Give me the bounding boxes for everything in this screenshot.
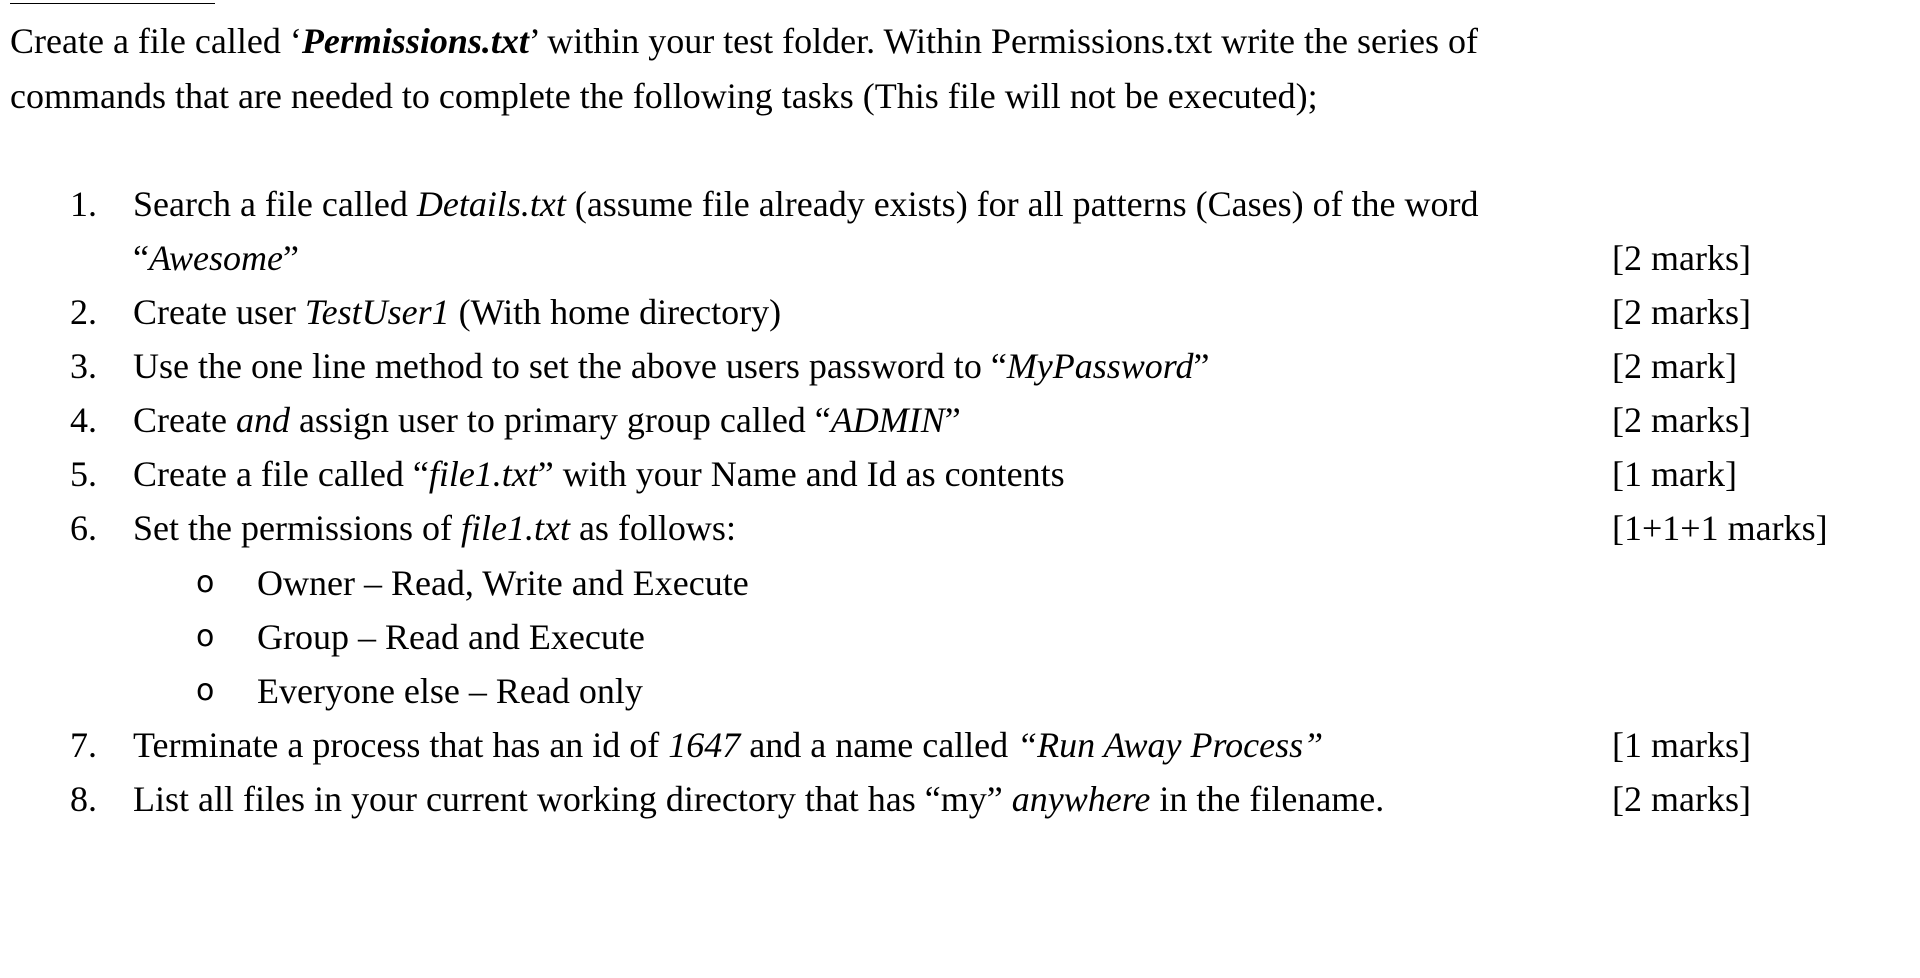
- subitem-text: Owner – Read, Write and Execute: [257, 563, 749, 603]
- task-text: Create and assign user to primary group called “ADMIN”: [133, 400, 961, 440]
- task-7: [0, 718, 1920, 772]
- task-marks: [1 mark]: [1612, 454, 1737, 494]
- task-text: Create user TestUser1 (With home directory): [133, 292, 782, 332]
- intro-text: Create a file called ‘: [10, 21, 302, 61]
- task-number: 8.: [70, 779, 97, 819]
- bullet-marker: o: [196, 565, 215, 600]
- task-number: 5.: [70, 454, 97, 494]
- bullet-marker: o: [196, 619, 215, 654]
- task-8: [0, 772, 1920, 826]
- bullet-marker: o: [196, 673, 215, 708]
- task-number: 6.: [70, 508, 97, 548]
- permissions-filename: Permissions.txt: [301, 21, 529, 61]
- task-number: 2.: [70, 292, 97, 332]
- task-marks: [1+1+1 marks]: [1612, 508, 1828, 548]
- task-marks: [2 marks]: [1612, 779, 1751, 819]
- task-4: [0, 393, 1920, 447]
- task-6: [0, 501, 1920, 555]
- intro-text: ’ within your test folder. Within Permissions.txt write the series of: [528, 21, 1478, 61]
- subitem-text: Everyone else – Read only: [257, 671, 643, 711]
- task-marks: [2 mark]: [1612, 346, 1737, 386]
- task-number: 3.: [70, 346, 97, 386]
- task-5: [0, 447, 1920, 501]
- task-6-subitem-owner: [0, 556, 1920, 610]
- task-marks: [2 marks]: [1612, 238, 1751, 278]
- task-6-subitem-group: [0, 610, 1920, 664]
- task-1-continuation: [0, 231, 1920, 285]
- task-3: [0, 339, 1920, 393]
- task-2: [0, 285, 1920, 339]
- task-6-subitem-everyone: [0, 664, 1920, 718]
- subitem-text: Group – Read and Execute: [257, 617, 645, 657]
- task-text: Terminate a process that has an id of 1647 and a name called “Run Away Process”: [133, 725, 1324, 765]
- task-text: Create a file called “file1.txt” with your Name and Id as contents: [133, 454, 1065, 494]
- task-1: [0, 177, 1920, 231]
- task-number: 1.: [70, 184, 97, 224]
- task-text: Search a file called Details.txt (assume file already exists) for all patterns (Cases) of the word: [133, 184, 1479, 224]
- task-number: 7.: [70, 725, 97, 765]
- task-text: List all files in your current working directory that has “my” anywhere in the filename.: [133, 779, 1385, 819]
- task-text: “Awesome”: [133, 238, 299, 278]
- task-marks: [2 marks]: [1612, 400, 1751, 440]
- task-marks: [1 marks]: [1612, 725, 1751, 765]
- task-marks: [2 marks]: [1612, 292, 1751, 332]
- intro-line-2: commands that are needed to complete the following tasks (This file will not be executed);: [10, 76, 1318, 116]
- task-number: 4.: [70, 400, 97, 440]
- task-text: Set the permissions of file1.txt as follows:: [133, 508, 736, 548]
- task-text: Use the one line method to set the above users password to “MyPassword”: [133, 346, 1210, 386]
